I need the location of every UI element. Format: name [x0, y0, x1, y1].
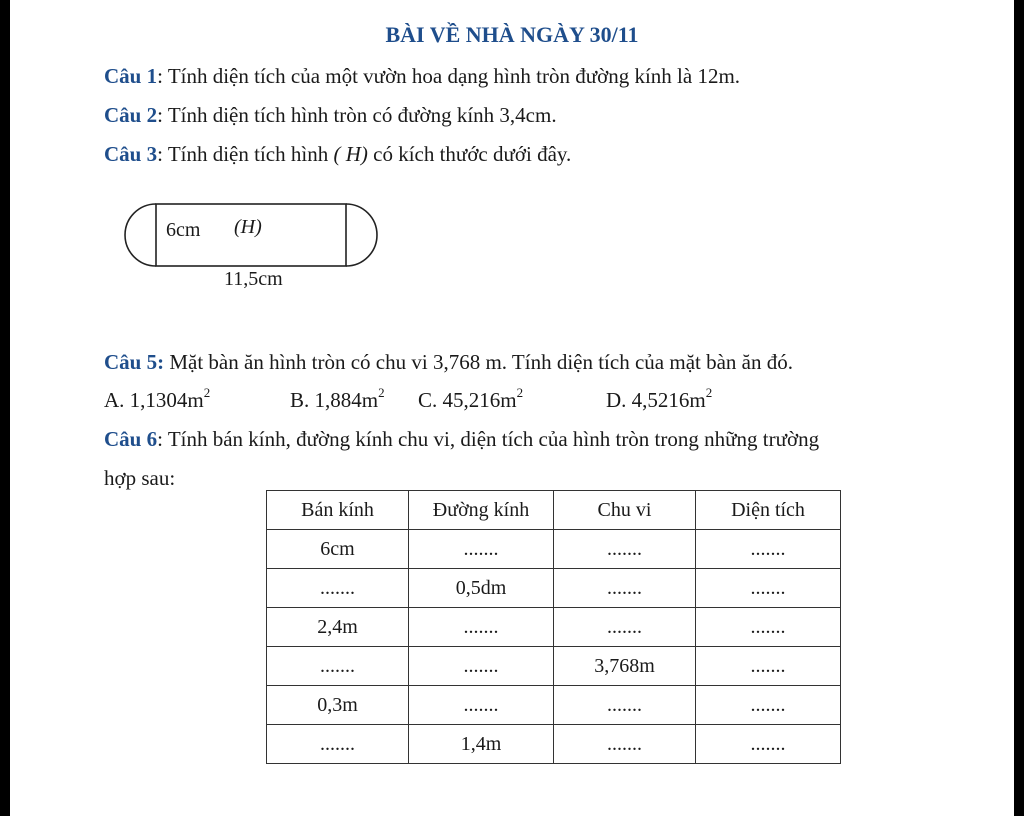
- header-area: Diện tích: [696, 491, 841, 530]
- table-cell: .......: [554, 686, 696, 725]
- option-d-exponent: 2: [705, 385, 713, 400]
- shape-h-figure: [120, 198, 380, 308]
- table-cell: .......: [409, 608, 554, 647]
- question-6: [104, 427, 819, 452]
- table-cell: 6cm: [267, 530, 409, 569]
- table-cell: .......: [696, 725, 841, 764]
- table-row: [267, 686, 841, 725]
- option-a-exponent: 2: [203, 385, 211, 400]
- shape-width-label: 11,5cm: [224, 268, 283, 290]
- option-b-exponent: 2: [378, 385, 385, 400]
- question-3: [104, 142, 571, 167]
- table-cell: .......: [554, 608, 696, 647]
- question-5-text: Mặt bàn ăn hình tròn có chu vi 3,768 m. Tính diện tích của mặt bàn ăn đó.: [164, 350, 793, 374]
- question-3-label: Câu 3: [104, 142, 158, 166]
- question-3-text-end: có kích thước dưới đây.: [367, 142, 572, 166]
- table-cell: .......: [554, 725, 696, 764]
- header-diameter: Đường kính: [409, 491, 554, 530]
- shape-name-label: (H): [234, 216, 262, 238]
- table-row: [267, 608, 841, 647]
- table-cell: .......: [409, 647, 554, 686]
- table-row: [267, 530, 841, 569]
- option-a-letter: A.: [104, 388, 125, 412]
- table-cell: 3,768m: [554, 647, 696, 686]
- option-a: [104, 387, 210, 413]
- option-c-exponent: 2: [516, 385, 524, 400]
- table-cell: .......: [696, 647, 841, 686]
- shape-h-drawing: [120, 198, 380, 308]
- option-b-letter: B.: [290, 388, 310, 412]
- table-row: [267, 569, 841, 608]
- option-d-value: 4,5216m: [631, 388, 706, 412]
- option-a-value: 1,1304m: [129, 388, 204, 412]
- document-page: [10, 0, 1014, 816]
- option-c-letter: C.: [418, 388, 438, 412]
- option-b: [290, 387, 385, 413]
- table-cell: .......: [696, 569, 841, 608]
- table-cell: .......: [554, 569, 696, 608]
- table-cell: .......: [267, 647, 409, 686]
- table-header-row: [267, 491, 841, 530]
- option-c-value: 45,216m: [442, 388, 517, 412]
- option-d-letter: D.: [606, 388, 627, 412]
- shape-h-right-semicircle: [346, 204, 377, 266]
- question-5: [104, 350, 793, 375]
- question-6-text: : Tính bán kính, đường kính chu vi, diện tích của hình tròn trong những trường: [157, 427, 820, 451]
- header-circumference: Chu vi: [554, 491, 696, 530]
- question-2: [104, 103, 557, 128]
- table-cell: .......: [267, 569, 409, 608]
- table-cell: .......: [409, 686, 554, 725]
- header-radius: Bán kính: [267, 491, 409, 530]
- table-cell: .......: [696, 530, 841, 569]
- option-b-value: 1,884m: [314, 388, 379, 412]
- table-row: [267, 647, 841, 686]
- question-6-label: Câu 6: [104, 427, 158, 451]
- table-cell: .......: [409, 530, 554, 569]
- question-3-text: : Tính diện tích hình: [157, 142, 334, 166]
- question-6-continued: hợp sau:: [104, 466, 176, 490]
- table-cell: .......: [696, 686, 841, 725]
- option-d: [606, 387, 712, 413]
- table-cell: 1,4m: [409, 725, 554, 764]
- table-cell: .......: [554, 530, 696, 569]
- option-c: [418, 387, 523, 413]
- question-2-label: Câu 2: [104, 103, 158, 127]
- table-cell: 2,4m: [267, 608, 409, 647]
- question-5-label: Câu 5:: [104, 350, 165, 374]
- shape-height-label: 6cm: [166, 219, 201, 241]
- table-cell: 0,3m: [267, 686, 409, 725]
- question-2-text: : Tính diện tích hình tròn có đường kính 3,4cm.: [157, 103, 557, 127]
- table-cell: .......: [267, 725, 409, 764]
- table-cell: .......: [696, 608, 841, 647]
- shape-h-left-semicircle: [125, 204, 156, 266]
- question-1-text: : Tính diện tích của một vườn hoa dạng hình tròn đường kính là 12m.: [157, 64, 741, 88]
- page-title: BÀI VỀ NHÀ NGÀY 30/11: [385, 22, 639, 47]
- question-3-shape-name: ( H): [333, 142, 368, 166]
- table-cell: 0,5dm: [409, 569, 554, 608]
- question-1: [104, 64, 740, 89]
- question-1-label: Câu 1: [104, 64, 158, 88]
- table-row: [267, 725, 841, 764]
- circle-data-table: [266, 490, 841, 764]
